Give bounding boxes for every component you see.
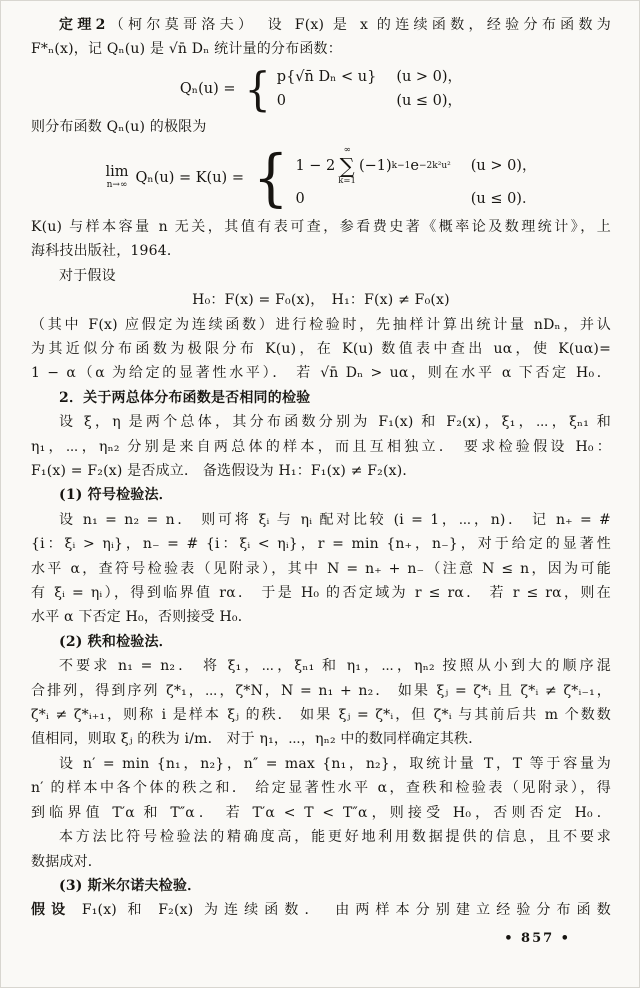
sigma-glyph: ∑ [339, 153, 355, 178]
case-condition: (u > 0)， [470, 157, 537, 174]
case-expression: 0 [295, 190, 305, 207]
limit-distribution-formula [31, 141, 611, 215]
qn-definition-formula [31, 61, 611, 116]
text-line: η₁，⋯，ηₙ₂ 分别是来自两总体的样本，而且互相独立． 要求检验假设 H₀： [31, 438, 611, 455]
case-expression [295, 146, 450, 186]
summation-symbol [338, 146, 356, 186]
text-line: 水平 α，查符号检验表（见附录），其中 N = n₊ + n₋（注意 N ≤ n，因为可能 [31, 560, 611, 577]
formula-lhs: Qₙ(u) = [179, 80, 236, 97]
text-line: 设 n′ = min {n₁，n₂}，n″ = max {n₁，n₂}，取统计量 T，T 等于容量为 [59, 755, 611, 772]
text-line: 定理2（柯尔莫哥洛夫） 设 F(x) 是 x 的连续函数，经验分布函数为 [59, 17, 612, 33]
sum-lower-limit: k=1 [338, 175, 356, 186]
text-line: 数据成对． [31, 853, 102, 870]
term-exponent: k−1 [391, 160, 411, 171]
body-paragraphs [31, 215, 611, 923]
term-base: (−1) [358, 157, 392, 174]
text-line: 2．关于两总体分布函数是否相同的检验 [59, 389, 311, 406]
text-line: F*ₙ(x)，记 Qₙ(u) 是 √n̄ Dₙ 统计量的分布函数： [31, 41, 342, 58]
text-line: 到临界值 T′α 和 T″α． 若 T′α < T < T″α，则接受 H₀，否则否定 H₀． [31, 804, 611, 821]
case-expression: p{√n̄ Dₙ < u} [276, 68, 377, 85]
paragraph-theorem2 [31, 13, 611, 62]
text-line: ζ*ᵢ ≠ ζ*ᵢ₊₁，则称 i 是样本 ξⱼ 的秩． 如果 ξⱼ = ζ*ᵢ，但 ζ*ᵢ 与其前后共 m 个数数 [31, 707, 611, 724]
text-line: 1 − α（α 为给定的显著性水平）． 若 √n̄ Dₙ > uα，则在水平 α 下否定 H₀． [31, 365, 611, 382]
left-brace-glyph: { [243, 61, 271, 116]
text-line: {i：ξᵢ > ηᵢ}，n₋ = # {i：ξᵢ < ηᵢ}，r = min {n₊，n₋}，对于给定的显著性 [31, 536, 611, 553]
term-exponent: −2k²u² [418, 160, 451, 171]
text-line: (3) 斯米尔诺夫检验． [59, 877, 202, 894]
text-line: 本方法比符号检验法的精确度高，能更好地利用数据提供的信息，且不要求 [59, 829, 611, 846]
series-prefix: 1 − 2 [295, 157, 336, 174]
text-line: 设 ξ，η 是两个总体，其分布函数分别为 F₁(x) 和 F₂(x)，ξ₁，⋯，ξₙ₁ 和 [59, 414, 611, 431]
lim-label: lim [105, 164, 129, 181]
text-line: 海科技出版社，1964． [31, 243, 182, 260]
text-line: 有 ξᵢ = ηᵢ），得到临界值 rα． 于是 H₀ 的否定域为 r ≤ rα． 若 r ≤ rα，则在 [31, 585, 611, 602]
sum-upper-limit: ∞ [343, 145, 351, 156]
text-line: F₁(x) = F₂(x) 是否成立． 备选假设为 H₁：F₁(x) ≠ F₂(x)． [31, 463, 417, 480]
piecewise-cases [295, 146, 536, 210]
text-line: 不要求 n₁ = n₂． 将 ξ₁，⋯，ξₙ₁ 和 η₁，⋯，ηₙ₂ 按照从小到大的顺序混 [59, 658, 611, 675]
piecewise-cases [277, 67, 462, 112]
text-line: 假设 F₁(x) 和 F₂(x) 为连续函数． 由两样本分别建立经验分布函数 [31, 902, 611, 919]
text-line: （其中 F(x) 应假定为连续函数）进行检验时，先抽样计算出统计量 nDₙ，并认 [31, 316, 611, 333]
text-line: K(u) 与样本容量 n 无关，其值有表可查，参看费史著《概率论及数理统计》，上 [31, 218, 611, 235]
text-line: n′ 的样本中各个体的秩之和． 给定显著性水平 α，查秩和检验表（见附录），得 [31, 780, 611, 797]
lim-subscript: n→∞ [106, 180, 128, 191]
text-line: 为其近似分布函数为极限分布 K(u)，在 K(u) 数值表中查出 uα，使 K(uα)= [31, 340, 611, 357]
left-brace-glyph: { [252, 141, 289, 215]
text-line: 合排列，得到序列 ζ*₁，⋯，ζ*N，N = n₁ + n₂． 如果 ξⱼ = ζ*ᵢ 且 ζ*ᵢ ≠ ζ*ᵢ₋₁， [31, 682, 611, 699]
case-condition: (u > 0)， [396, 68, 463, 85]
text-line: 水平 α 下否定 H₀，否则接受 H₀． [31, 609, 252, 626]
text-line: H₀：F(x) = F₀(x)， H₁：F(x) ≠ F₀(x) [192, 292, 450, 309]
term-base: e [410, 157, 419, 174]
text-line: (1) 符号检验法． [59, 487, 173, 504]
paragraph-limit-intro [31, 115, 611, 139]
limit-operator [106, 165, 129, 191]
text-line: 设 n₁ = n₂ = n． 则可将 ξᵢ 与 ηᵢ 配对比较 (i = 1，⋯，n)． 记 n₊ = # [59, 511, 611, 528]
case-expression: 0 [276, 92, 287, 109]
text-line: 值相同，则取 ξⱼ 的秩为 i/m． 对于 η₁，⋯，ηₙ₂ 中的数同样确定其秩． [31, 731, 483, 748]
text-line: 则分布函数 Qₙ(u) 的极限为 [31, 118, 207, 135]
page-number: • 857 • [504, 930, 571, 946]
text-line: (2) 秩和检验法． [59, 633, 173, 650]
formula-lhs: Qₙ(u) = K(u) = [135, 169, 244, 186]
case-condition: (u ≤ 0)． [470, 190, 537, 207]
text-line: 对于假设 [59, 267, 116, 284]
case-condition: (u ≤ 0)， [396, 92, 463, 109]
